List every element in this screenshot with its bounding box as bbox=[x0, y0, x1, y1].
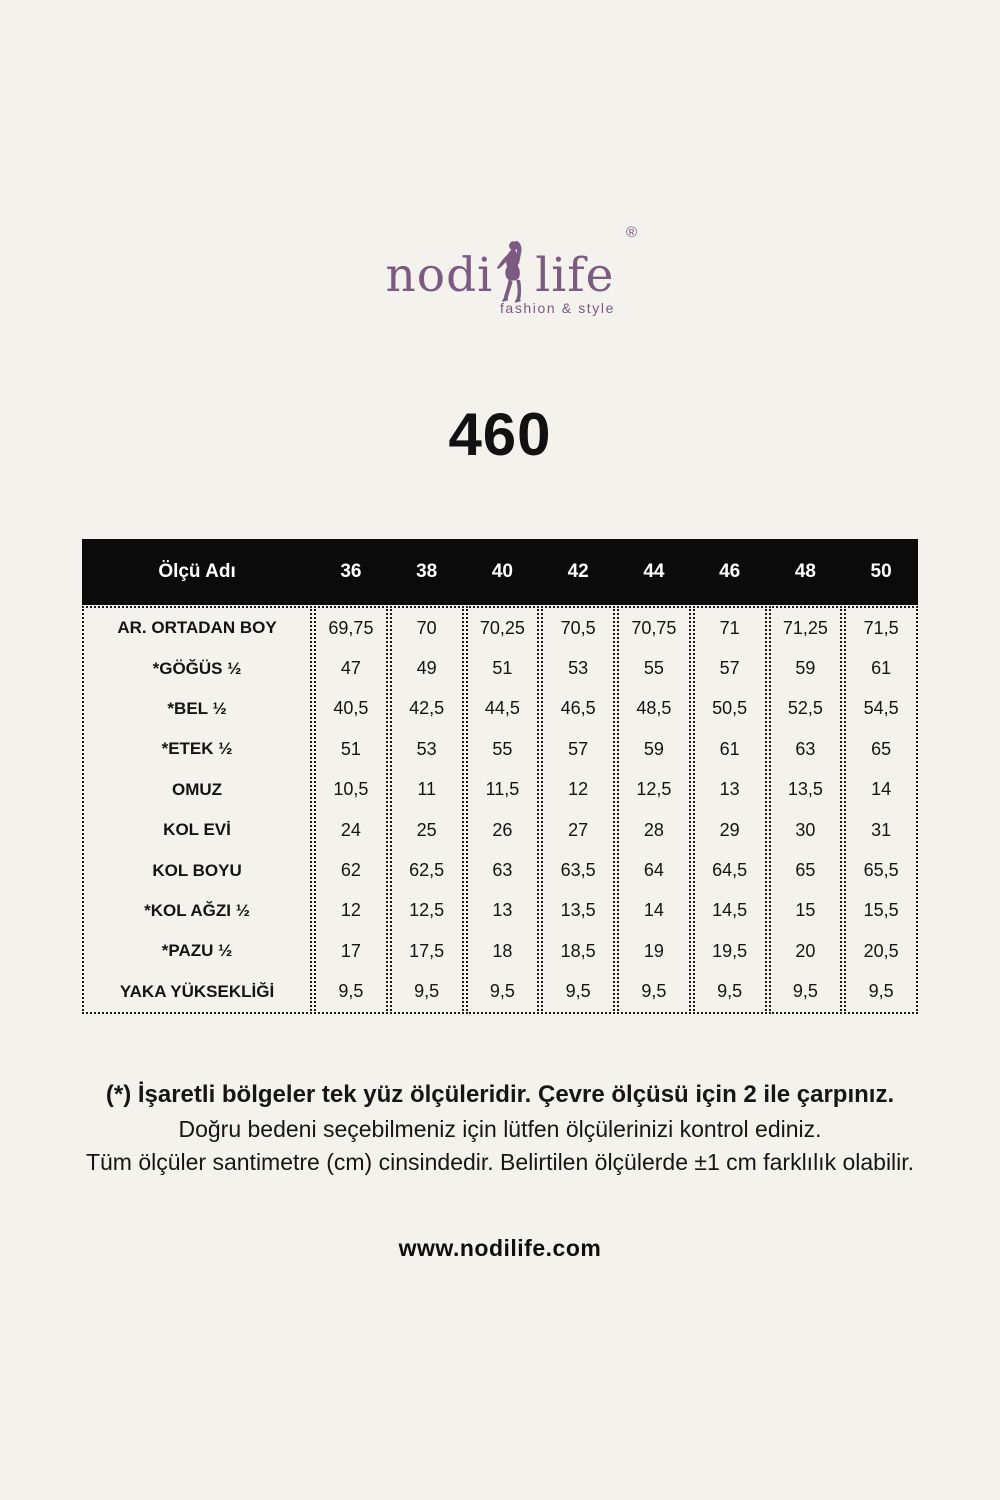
measure-value: 17,5 bbox=[409, 940, 445, 961]
measure-value: 18,5 bbox=[560, 940, 596, 961]
measure-value: 70,75 bbox=[631, 617, 677, 638]
logo-text-right: life bbox=[535, 247, 615, 303]
measure-value: 19 bbox=[643, 940, 664, 961]
measure-value: 20 bbox=[795, 940, 816, 961]
size-value-column bbox=[617, 606, 691, 1014]
measure-label: KOL EVİ bbox=[163, 820, 231, 840]
measure-value: 48,5 bbox=[636, 698, 672, 719]
measure-value: 9,5 bbox=[489, 981, 515, 1002]
measure-value: 9,5 bbox=[792, 981, 818, 1002]
size-header-row bbox=[82, 539, 918, 605]
measure-value: 9,5 bbox=[641, 981, 667, 1002]
measure-value: 29 bbox=[719, 819, 740, 840]
size-value-column bbox=[314, 606, 388, 1014]
size-chart-table bbox=[82, 539, 918, 1014]
size-column-header: 36 bbox=[340, 561, 362, 582]
measure-label: *KOL AĞZI ½ bbox=[144, 900, 250, 920]
brand-logo bbox=[0, 0, 1000, 316]
measure-value: 65 bbox=[871, 738, 892, 759]
measure-value: 14 bbox=[871, 779, 892, 800]
measure-value: 57 bbox=[568, 738, 589, 759]
measure-value: 63,5 bbox=[560, 860, 596, 881]
measure-value: 11 bbox=[417, 779, 437, 800]
measure-value: 70,5 bbox=[560, 617, 596, 638]
logo-tagline: fashion & style bbox=[499, 300, 615, 316]
measure-value: 62 bbox=[340, 860, 361, 881]
measure-value: 15,5 bbox=[863, 900, 899, 921]
measure-value: 61 bbox=[871, 658, 892, 679]
size-column-header: 44 bbox=[643, 561, 665, 582]
measure-value: 57 bbox=[719, 658, 740, 679]
size-column-header: 50 bbox=[870, 561, 892, 582]
measure-value: 12,5 bbox=[636, 779, 672, 800]
measure-value: 9,5 bbox=[565, 981, 591, 1002]
measure-value: 64,5 bbox=[712, 860, 748, 881]
measure-value: 61 bbox=[719, 738, 740, 759]
measure-label: YAKA YÜKSEKLİĞİ bbox=[119, 981, 275, 1001]
size-value-column bbox=[693, 606, 767, 1014]
measure-value: 40,5 bbox=[333, 698, 369, 719]
measure-label: *GÖĞÜS ½ bbox=[152, 658, 242, 678]
measure-value: 9,5 bbox=[414, 981, 440, 1002]
measure-value: 51 bbox=[492, 658, 513, 679]
measure-value: 65,5 bbox=[863, 860, 899, 881]
measure-value: 62,5 bbox=[409, 860, 445, 881]
measure-value: 69,75 bbox=[328, 617, 374, 638]
measure-value: 9,5 bbox=[338, 981, 364, 1002]
measure-value: 13 bbox=[719, 779, 740, 800]
measure-value: 13,5 bbox=[787, 779, 823, 800]
size-column-header: 46 bbox=[719, 561, 741, 582]
measure-value: 64 bbox=[643, 860, 664, 881]
measure-value: 12 bbox=[568, 779, 589, 800]
measure-value: 13,5 bbox=[560, 900, 596, 921]
measure-value: 44,5 bbox=[484, 698, 520, 719]
measure-value: 59 bbox=[643, 738, 664, 759]
measure-value: 24 bbox=[340, 819, 361, 840]
note-asterisk: (*) İşaretli bölgeler tek yüz ölçüleridir. Çevre ölçüsü için 2 ile çarpınız. bbox=[105, 1080, 895, 1108]
measure-value: 9,5 bbox=[717, 981, 743, 1002]
measure-value: 15 bbox=[795, 900, 816, 921]
measure-value: 26 bbox=[492, 819, 513, 840]
measure-value: 12,5 bbox=[409, 900, 445, 921]
measure-value: 55 bbox=[643, 658, 664, 679]
measure-value: 31 bbox=[871, 819, 892, 840]
measure-value: 65 bbox=[795, 860, 816, 881]
measure-value: 70,25 bbox=[479, 617, 525, 638]
note-tolerance: Tüm ölçüler santimetre (cm) cinsindedir. Belirtilen ölçülerde ±1 cm farklılık olabilir. bbox=[85, 1149, 915, 1176]
measure-value: 14 bbox=[643, 900, 664, 921]
size-value-column bbox=[390, 606, 464, 1014]
size-column-header: 48 bbox=[794, 561, 816, 582]
measure-value: 70 bbox=[416, 617, 437, 638]
woman-silhouette-icon bbox=[494, 238, 534, 304]
website-url: www.nodilife.com bbox=[398, 1235, 602, 1262]
size-value-column bbox=[541, 606, 615, 1014]
size-value-column bbox=[769, 606, 843, 1014]
size-column-header: 42 bbox=[567, 561, 589, 582]
measure-value: 51 bbox=[340, 738, 361, 759]
size-column-header: 40 bbox=[491, 561, 513, 582]
measure-value: 63 bbox=[795, 738, 816, 759]
measure-value: 14,5 bbox=[712, 900, 748, 921]
measure-value: 19,5 bbox=[712, 940, 748, 961]
measure-value: 18 bbox=[492, 940, 513, 961]
measure-value: 63 bbox=[492, 860, 513, 881]
measure-label-column bbox=[82, 606, 312, 1014]
measure-label: KOL BOYU bbox=[152, 860, 242, 880]
registered-trademark-icon: ® bbox=[625, 224, 637, 241]
measure-value: 42,5 bbox=[409, 698, 445, 719]
measure-value: 12 bbox=[340, 900, 361, 921]
size-column-header: 38 bbox=[416, 561, 438, 582]
measure-value: 49 bbox=[416, 658, 437, 679]
measure-value: 71,5 bbox=[863, 617, 899, 638]
measure-value: 9,5 bbox=[868, 981, 894, 1002]
measurement-notes bbox=[0, 1078, 1000, 1179]
size-table-body bbox=[82, 606, 918, 1014]
logo-text-left: nodi bbox=[385, 247, 494, 303]
measure-value: 54,5 bbox=[863, 698, 899, 719]
size-value-column bbox=[844, 606, 918, 1014]
measure-label: AR. ORTADAN BOY bbox=[117, 618, 277, 638]
measure-label: *BEL ½ bbox=[167, 698, 227, 718]
measure-value: 53 bbox=[416, 738, 437, 759]
measure-value: 71 bbox=[719, 617, 740, 638]
measure-label: OMUZ bbox=[172, 779, 223, 799]
measure-value: 11,5 bbox=[485, 779, 520, 800]
measure-value: 13 bbox=[492, 900, 513, 921]
measure-value: 20,5 bbox=[863, 940, 899, 961]
measure-value: 17 bbox=[340, 940, 361, 961]
measure-value: 27 bbox=[568, 819, 589, 840]
size-value-column bbox=[466, 606, 540, 1014]
measure-value: 59 bbox=[795, 658, 816, 679]
measure-value: 30 bbox=[795, 819, 816, 840]
note-check-size: Doğru bedeni seçebilmeniz için lütfen ölçülerinizi kontrol ediniz. bbox=[178, 1115, 822, 1142]
measure-value: 10,5 bbox=[333, 779, 369, 800]
product-code-title: 460 bbox=[448, 401, 552, 468]
measure-value: 55 bbox=[492, 738, 513, 759]
measure-value: 28 bbox=[643, 819, 664, 840]
measure-value: 25 bbox=[416, 819, 437, 840]
measure-value: 71,25 bbox=[782, 617, 828, 638]
measure-value: 52,5 bbox=[787, 698, 823, 719]
measure-value: 53 bbox=[568, 658, 589, 679]
measure-value: 50,5 bbox=[712, 698, 748, 719]
measure-value: 46,5 bbox=[560, 698, 596, 719]
measure-label: *ETEK ½ bbox=[161, 739, 233, 759]
measure-value: 47 bbox=[340, 658, 361, 679]
measure-name-header: Ölçü Adı bbox=[158, 561, 236, 582]
measure-label: *PAZU ½ bbox=[161, 941, 233, 961]
